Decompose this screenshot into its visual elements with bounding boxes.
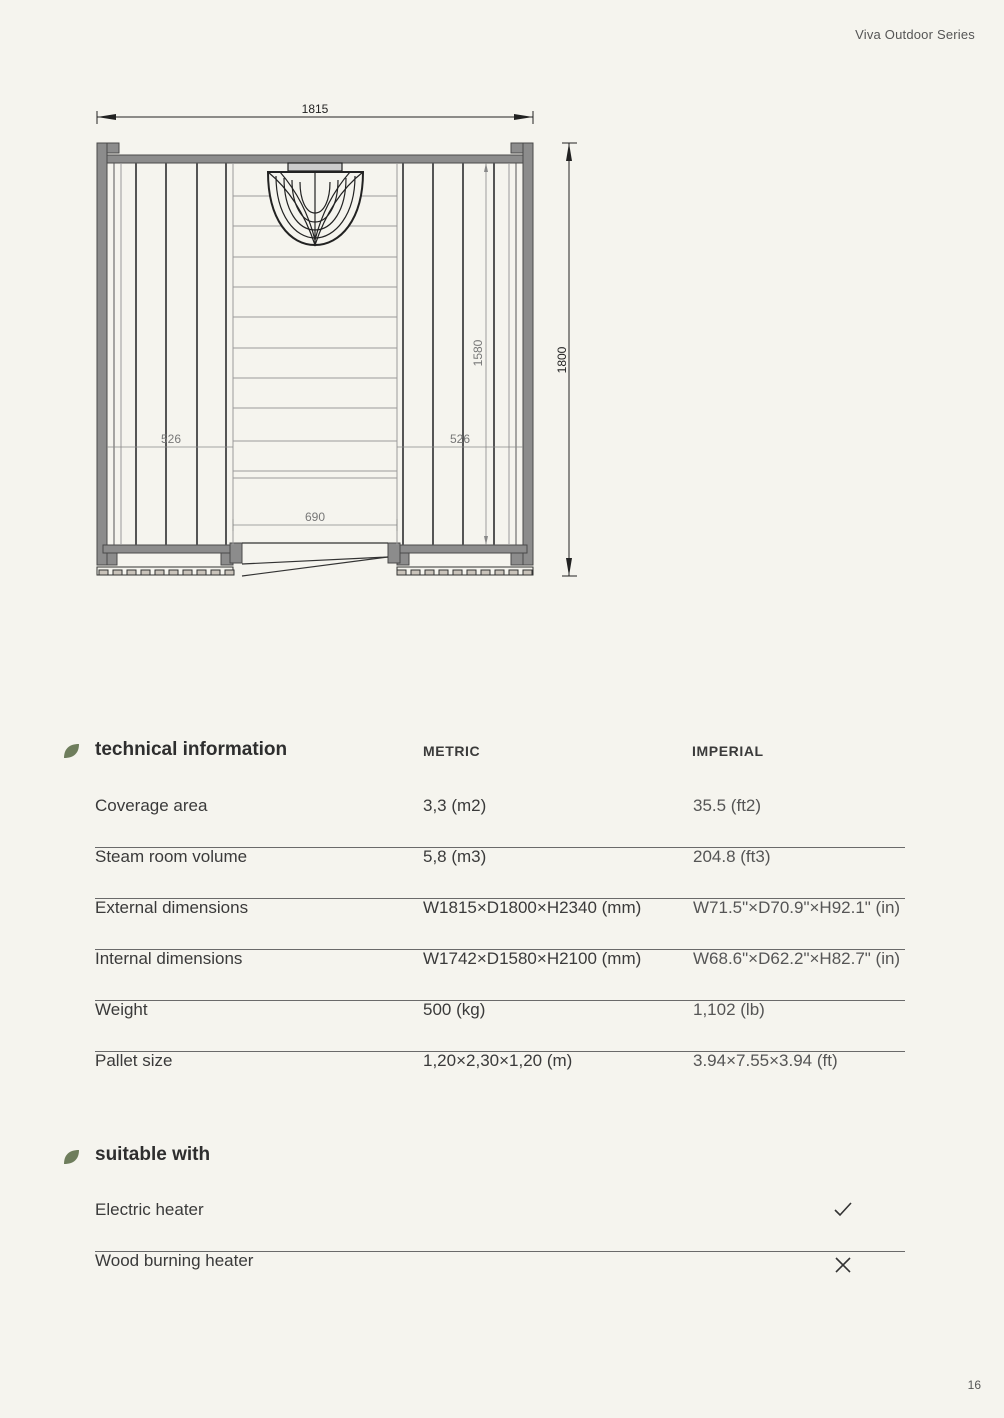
depth-dimension-label: 1800 xyxy=(555,346,569,374)
row-metric: W1815×D1800×H2340 (mm) xyxy=(423,898,642,917)
row-imperial: W71.5"×D70.9"×H92.1" (in) xyxy=(693,898,901,917)
row-metric: 3,3 (m2) xyxy=(423,796,487,815)
metric-column-header: METRIC xyxy=(423,743,481,759)
sauna-floor-plan xyxy=(90,95,590,585)
row-label: Internal dimensions xyxy=(95,949,243,968)
row-imperial: 204.8 (ft3) xyxy=(693,847,771,866)
table-row xyxy=(95,1000,905,1052)
row-metric: W1742×D1580×H2100 (mm) xyxy=(423,949,642,968)
list-item xyxy=(95,1251,905,1302)
row-imperial: 3.94×7.55×3.94 (ft) xyxy=(693,1051,838,1070)
list-item xyxy=(95,1200,905,1252)
wood-heater-label: Wood burning heater xyxy=(95,1251,254,1270)
table-row xyxy=(95,1051,905,1102)
table-row xyxy=(95,847,905,899)
foundation xyxy=(97,567,533,575)
left-bench xyxy=(114,163,226,545)
check-icon xyxy=(833,1200,853,1220)
row-imperial: 1,102 (lb) xyxy=(693,1000,765,1019)
suitable-with-title: suitable with xyxy=(95,1144,211,1165)
inner-depth-dimension: 1580 xyxy=(471,339,485,367)
row-imperial: W68.6"×D62.2"×H82.7" (in) xyxy=(693,949,901,968)
door-dimension: 690 xyxy=(304,510,326,524)
row-metric: 1,20×2,30×1,20 (m) xyxy=(423,1051,573,1070)
imperial-column-header: IMPERIAL xyxy=(692,743,764,759)
row-label: Steam room volume xyxy=(95,847,248,866)
electric-heater-label: Electric heater xyxy=(95,1200,204,1219)
leaf-bullet-icon xyxy=(63,1149,80,1165)
right-bench xyxy=(403,163,516,545)
table-row xyxy=(95,949,905,1001)
table-row xyxy=(95,796,905,848)
page-number: 16 xyxy=(967,1378,981,1392)
heater xyxy=(268,163,363,245)
row-label: External dimensions xyxy=(95,898,249,917)
row-label: Weight xyxy=(95,1000,148,1019)
cross-icon xyxy=(833,1255,853,1275)
row-imperial: 35.5 (ft2) xyxy=(693,796,762,815)
row-metric: 5,8 (m3) xyxy=(423,847,487,866)
leaf-bullet-icon xyxy=(63,743,80,759)
width-dimension-label: 1815 xyxy=(301,102,329,116)
door xyxy=(242,543,388,576)
left-bench-dimension: 526 xyxy=(160,432,182,446)
right-bench-dimension: 526 xyxy=(449,432,471,446)
series-title: Viva Outdoor Series xyxy=(855,27,975,42)
row-metric: 500 (kg) xyxy=(423,1000,486,1019)
table-row xyxy=(95,898,905,950)
row-label: Pallet size xyxy=(95,1051,173,1070)
row-label: Coverage area xyxy=(95,796,208,815)
tech-info-title: technical information xyxy=(95,739,288,760)
